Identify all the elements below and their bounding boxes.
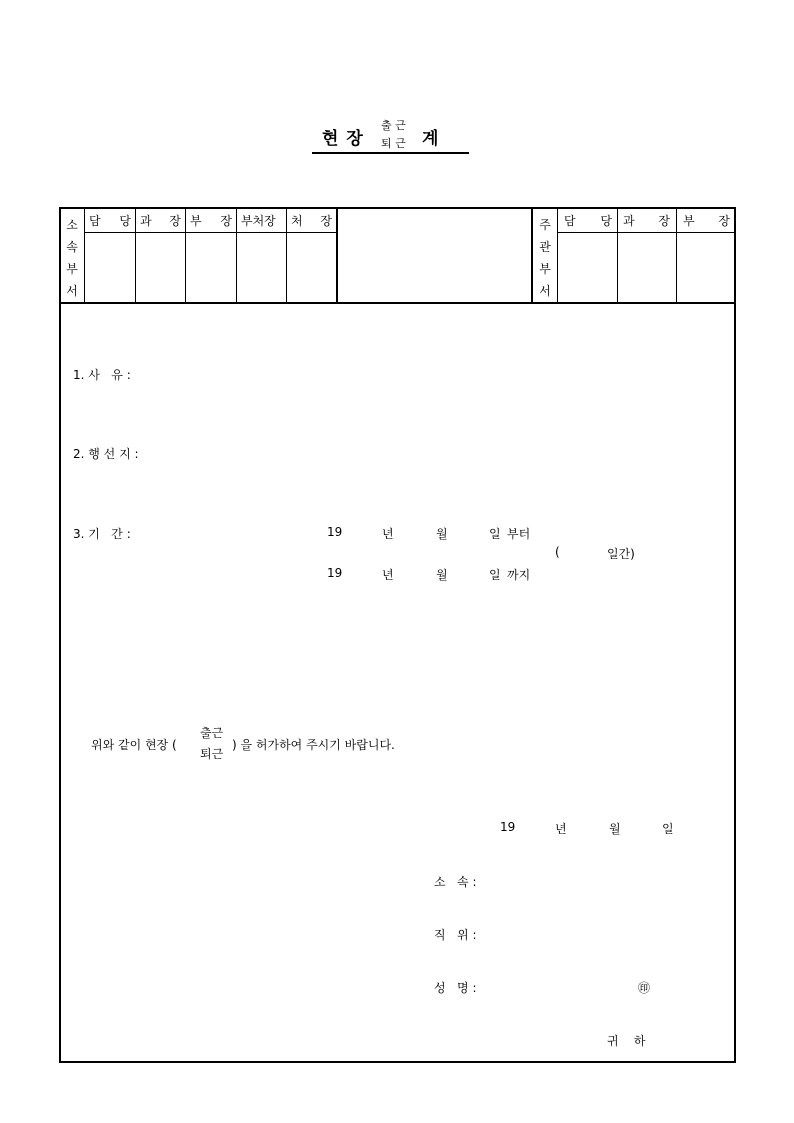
period-from-suffix: 부터 bbox=[507, 527, 531, 541]
position-label: 직 위 : bbox=[434, 928, 477, 942]
period-from-year: 19 bbox=[327, 525, 343, 539]
request-bottom-word: 퇴근 bbox=[200, 747, 224, 761]
date-month-unit: 월 bbox=[609, 822, 621, 836]
period-days: 일간) bbox=[607, 547, 635, 561]
period-open-paren: ( bbox=[555, 545, 560, 559]
title-underline bbox=[312, 152, 469, 154]
header-dept-head-right: 부 장 bbox=[683, 214, 730, 228]
period-from-day-unit: 일 bbox=[489, 527, 501, 541]
header-section-chief-right: 과 장 bbox=[623, 214, 670, 228]
period-to-month-unit: 월 bbox=[436, 568, 448, 582]
title-prefix: 현 장 bbox=[322, 129, 364, 149]
period-from-month-unit: 월 bbox=[436, 527, 448, 541]
title-suffix: 계 bbox=[422, 129, 440, 149]
period-to-suffix: 까지 bbox=[507, 568, 531, 582]
addressee: 귀 하 bbox=[607, 1034, 646, 1048]
header-director: 처 장 bbox=[291, 214, 332, 228]
left-dept-label: 소 속 부 서 bbox=[66, 218, 78, 298]
name-label: 성 명 : bbox=[434, 981, 477, 995]
header-dept-head-left: 부 장 bbox=[190, 214, 232, 228]
form-frame bbox=[59, 207, 736, 1063]
reason-label: 1. 사 유 : bbox=[73, 368, 131, 382]
destination-label: 2. 행 선 지 : bbox=[73, 447, 139, 461]
date-year-unit: 년 bbox=[555, 822, 567, 836]
date-day-unit: 일 bbox=[662, 822, 674, 836]
period-to-year: 19 bbox=[327, 566, 343, 580]
request-after: ) 을 허가하여 주시기 바랍니다. bbox=[232, 738, 395, 752]
seal-mark: ㊞ bbox=[638, 981, 651, 995]
title-top-word: 출 근 bbox=[381, 119, 406, 132]
request-top-word: 출근 bbox=[200, 726, 224, 740]
approval-bottom-line bbox=[59, 302, 736, 304]
affiliation-label: 소 속 : bbox=[434, 875, 477, 889]
title-bottom-word: 퇴 근 bbox=[381, 137, 406, 150]
period-to-year-unit: 년 bbox=[382, 568, 394, 582]
request-before: 위와 같이 현장 ( bbox=[91, 738, 177, 752]
header-staff-right: 담 당 bbox=[564, 214, 612, 228]
period-from-year-unit: 년 bbox=[382, 527, 394, 541]
period-to-day-unit: 일 bbox=[489, 568, 501, 582]
header-section-chief-left: 과 장 bbox=[140, 214, 181, 228]
header-staff-left: 담 당 bbox=[89, 214, 131, 228]
period-label: 3. 기 간 : bbox=[73, 527, 131, 541]
header-deputy-director: 부처장 bbox=[241, 214, 276, 228]
right-dept-label: 주 관 부 서 bbox=[539, 218, 551, 298]
date-year: 19 bbox=[500, 820, 516, 834]
